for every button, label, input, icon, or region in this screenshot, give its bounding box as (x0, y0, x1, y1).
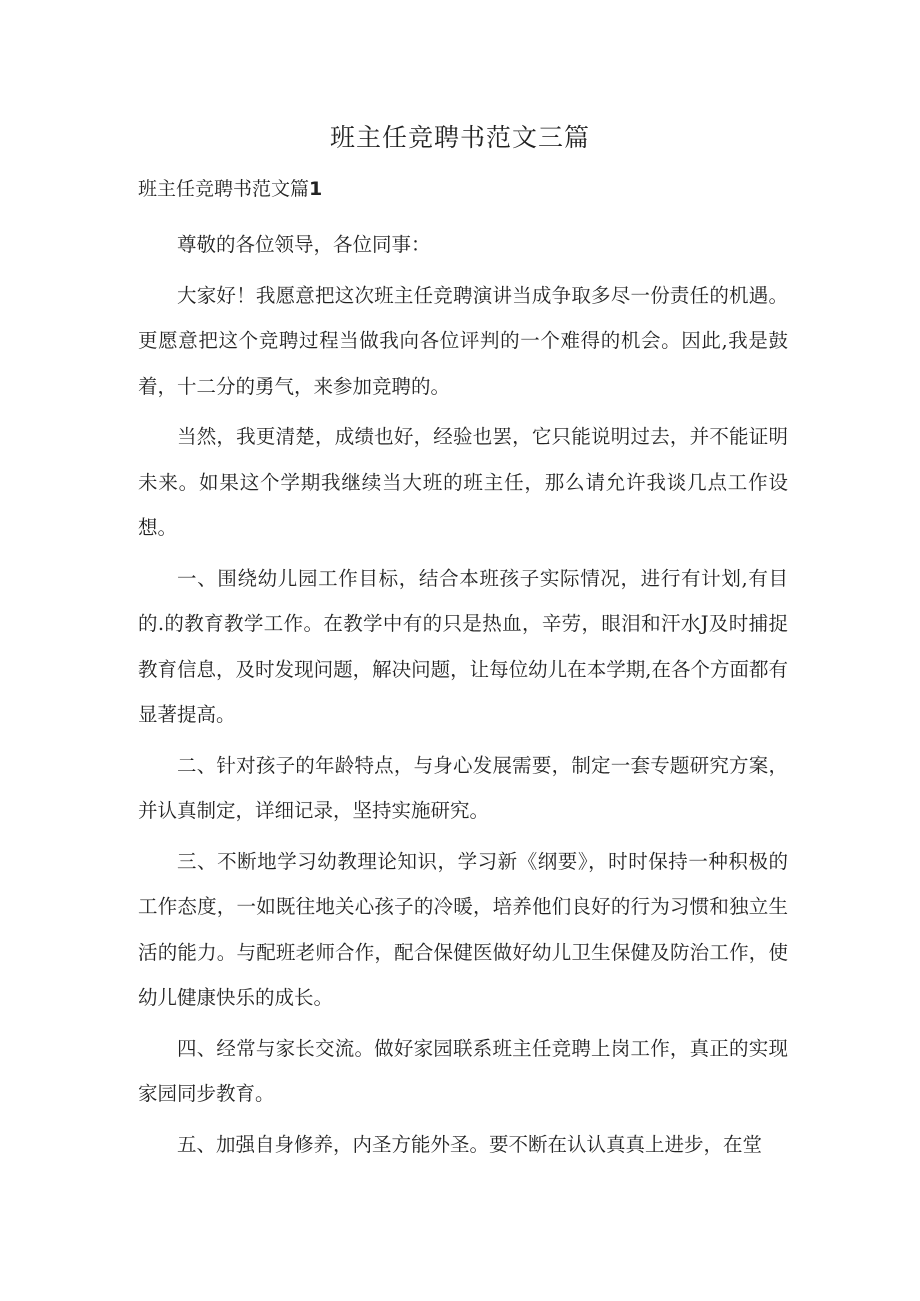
paragraph-point-5: 五、加强自身修养，内圣方能外圣。要不断在认认真真上进步，在堂 (177, 1132, 763, 1156)
paragraph-point-4: 四、经常与家长交流。做好家园联系班主任竞聘上岗工作，真正的实现家园同步教育。 (138, 1036, 788, 1105)
paragraph-salutation: 尊敬的各位领导，各位同事： (177, 233, 431, 256)
paragraph-point-1: 一、围绕幼儿园工作目标，结合本班孩子实际情况，进行有计划,有目的.的教育教学工作。在教学中有的只是热血，辛劳，眼泪和汗水J及时捕捉教育信息，及时发现问题，解决问题，让每位幼儿在本学期,在各个方面都有显著提高。 (138, 566, 788, 726)
section-heading (138, 174, 322, 201)
section-heading-text: 班主任竞聘书范文篇 (138, 178, 310, 200)
paragraph-greeting: 大家好！我愿意把这次班主任竞聘演讲当成争取多尽一份责任的机遇。更愿意把这个竞聘过程当做我向各位评判的一个难得的机会。因此,我是鼓着，十二分的勇气，来参加竞聘的。 (138, 283, 788, 398)
paragraph-point-2: 二、针对孩子的年龄特点，与身心发展需要，制定一套专题研究方案，并认真制定，详细记录，坚持实施研究。 (138, 753, 788, 822)
section-heading-number: 1 (309, 178, 323, 200)
paragraph-intro: 当然，我更清楚，成绩也好，经验也罢，它只能说明过去，并不能证明未来。如果这个学期我继续当大班的班主任，那么请允许我谈几点工作设想。 (138, 425, 788, 539)
paragraph-point-3: 三、不断地学习幼教理论知识，学习新《纲要》，时时保持一种积极的工作态度，一如既往地关心孩子的冷暖，培养他们良好的行为习惯和独立生活的能力。与配班老师合作，配合保健医做好幼儿卫生保健及防治工作，使幼儿健康快乐的成长。 (138, 849, 788, 1009)
document-body (138, 222, 788, 1167)
document-title: 班主任竞聘书范文三篇 (329, 123, 590, 152)
